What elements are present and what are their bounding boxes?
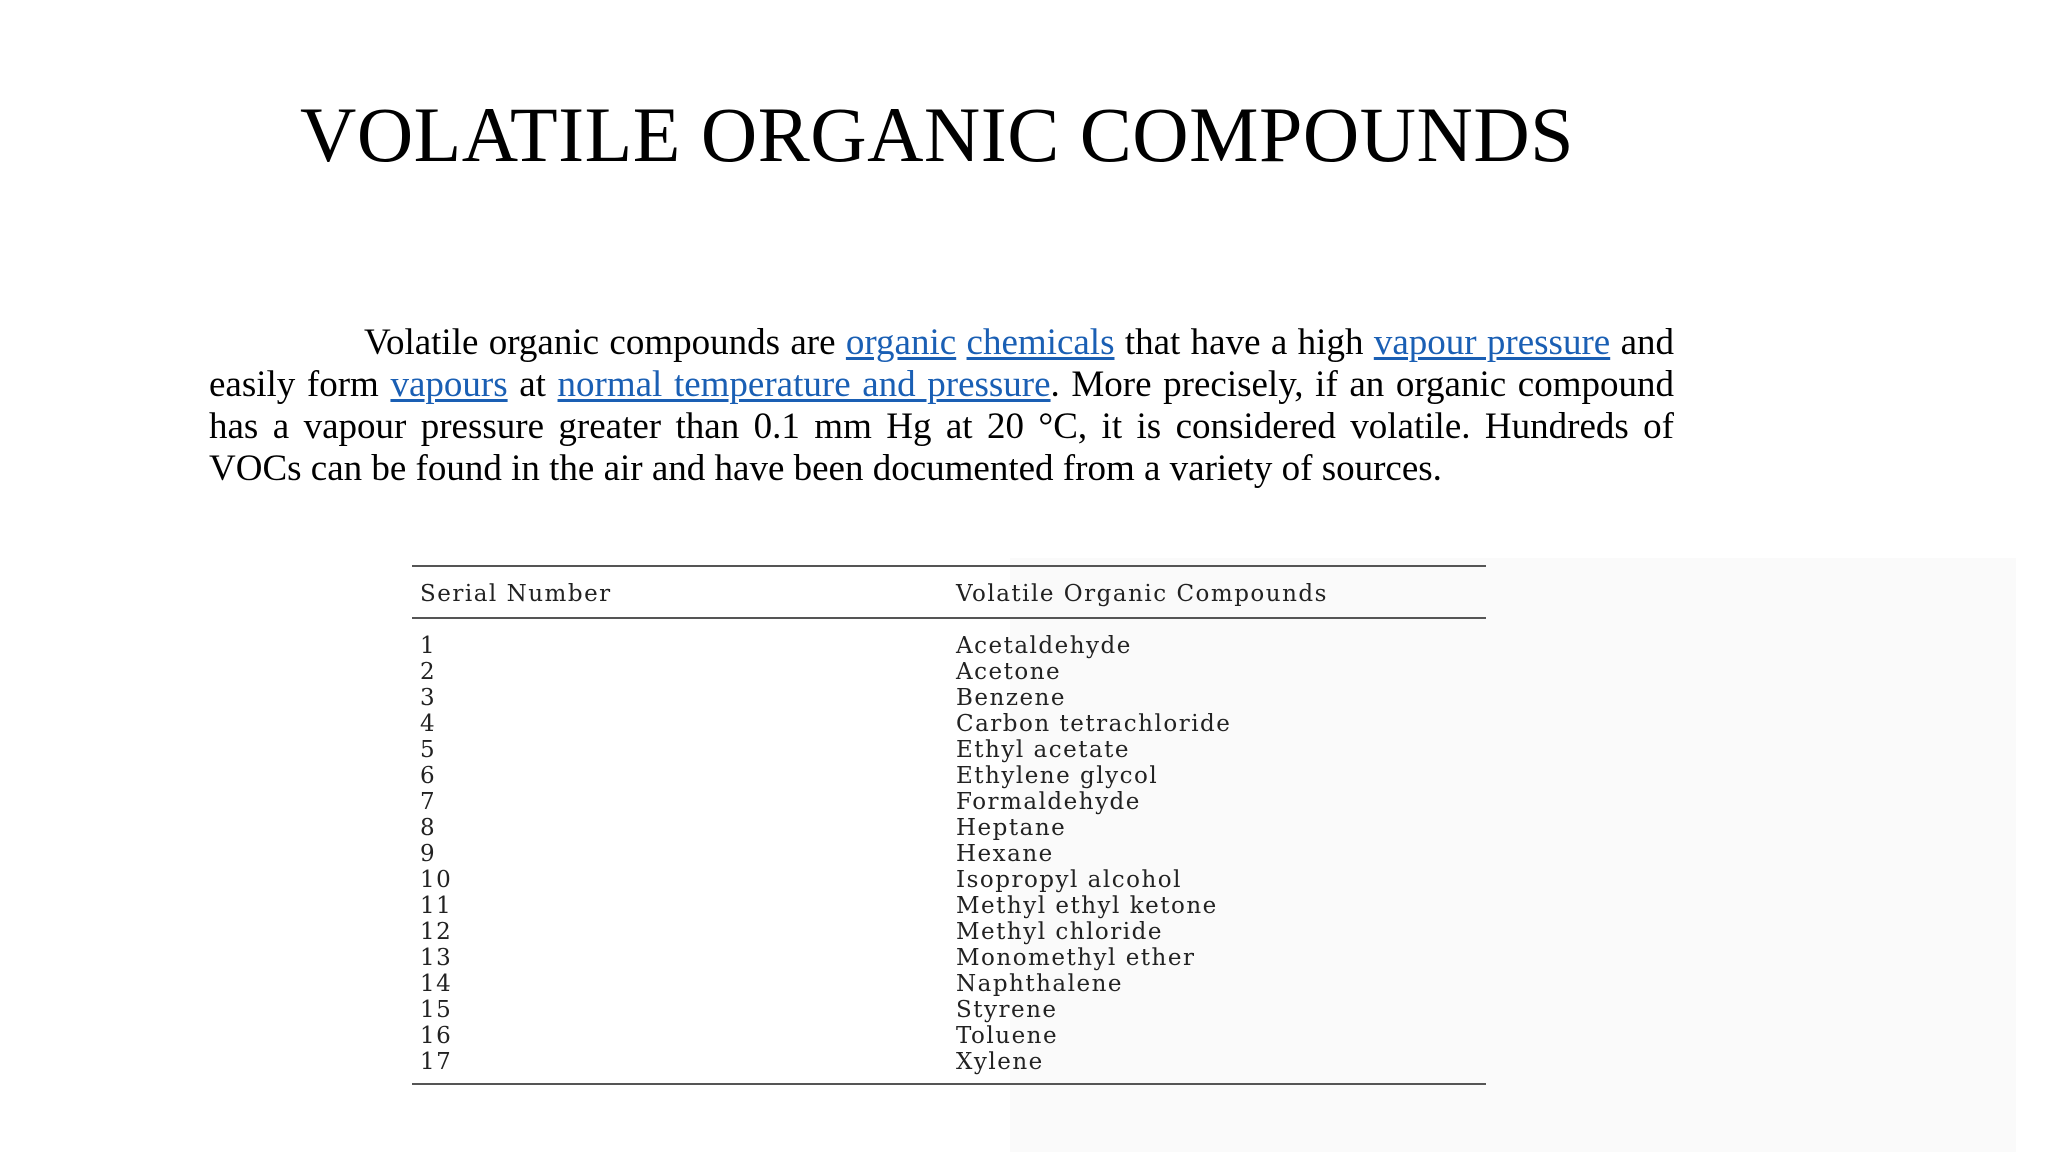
table-row bbox=[412, 763, 1486, 789]
serial-number-cell: 12 bbox=[420, 919, 453, 945]
table-row bbox=[412, 841, 1486, 867]
table-row bbox=[412, 1023, 1486, 1049]
serial-number-cell: 11 bbox=[420, 893, 453, 919]
intro-text: . More precisely, if an organic compound has a vapour pressure greater than 0.1 mm Hg at 20 °C, it is considered volatile. Hundreds of VOCs can be found in the air and have been documented from a variety of sources. bbox=[209, 364, 1674, 489]
table-row bbox=[412, 919, 1486, 945]
link-vapours[interactable]: vapours bbox=[390, 364, 508, 405]
table-row bbox=[412, 789, 1486, 815]
link-vapour-pressure[interactable]: vapour pressure bbox=[1373, 322, 1611, 363]
compound-name-cell: Xylene bbox=[948, 1049, 1486, 1084]
serial-number-cell: 15 bbox=[420, 997, 453, 1023]
compound-name-cell: Ethylene glycol bbox=[956, 763, 1159, 789]
compound-name-cell: Styrene bbox=[956, 997, 1058, 1023]
table-row bbox=[412, 618, 1486, 659]
serial-number-cell: 16 bbox=[420, 1023, 453, 1049]
compound-name-cell: Methyl ethyl ketone bbox=[956, 893, 1218, 919]
header-serial-number: Serial Number bbox=[412, 566, 948, 618]
link-chemicals[interactable]: chemicals bbox=[966, 322, 1115, 363]
compound-name-cell: Heptane bbox=[956, 815, 1067, 841]
compound-name-cell: Toluene bbox=[956, 1023, 1059, 1049]
compound-name-cell: Formaldehyde bbox=[956, 789, 1141, 815]
table-row bbox=[412, 815, 1486, 841]
serial-number-cell: 8 bbox=[420, 815, 437, 841]
serial-number-cell: 5 bbox=[420, 737, 437, 763]
compound-name-cell: Isopropyl alcohol bbox=[956, 867, 1182, 893]
intro-text: and easily form bbox=[209, 322, 1674, 405]
intro-paragraph bbox=[209, 322, 1674, 490]
compound-name-cell: Hexane bbox=[956, 841, 1054, 867]
link-organic[interactable]: organic bbox=[845, 322, 957, 363]
serial-number-cell: 9 bbox=[420, 841, 437, 867]
table-row bbox=[412, 685, 1486, 711]
table-header-row bbox=[412, 566, 1486, 618]
intro-text: at bbox=[507, 364, 558, 405]
serial-number-cell: 13 bbox=[420, 945, 453, 971]
intro-text: Volatile organic compounds are bbox=[364, 322, 846, 363]
compound-name-cell: Benzene bbox=[956, 685, 1066, 711]
serial-number-cell: 14 bbox=[420, 971, 453, 997]
compound-name-cell: Naphthalene bbox=[956, 971, 1124, 997]
serial-number-cell: 1 bbox=[420, 633, 437, 659]
serial-number-cell: 2 bbox=[420, 659, 437, 685]
serial-number-cell: 10 bbox=[420, 867, 453, 893]
compound-name-cell: Methyl chloride bbox=[956, 919, 1163, 945]
compound-name-cell: Acetaldehyde bbox=[956, 633, 1132, 659]
compound-name-cell: Monomethyl ether bbox=[956, 945, 1196, 971]
table-row bbox=[412, 659, 1486, 685]
table-row bbox=[412, 1049, 1486, 1084]
intro-text: that have a high bbox=[1114, 322, 1374, 363]
compound-name-cell: Acetone bbox=[956, 659, 1062, 685]
table-row bbox=[412, 893, 1486, 919]
serial-number-cell: 3 bbox=[420, 685, 437, 711]
table-row bbox=[412, 867, 1486, 893]
voc-table bbox=[412, 565, 1486, 1085]
compound-name-cell: Ethyl acetate bbox=[956, 737, 1131, 763]
serial-number-cell: 7 bbox=[420, 789, 437, 815]
header-compound: Volatile Organic Compounds bbox=[948, 566, 1486, 618]
table-row bbox=[412, 711, 1486, 737]
compound-name-cell: Carbon tetrachloride bbox=[956, 711, 1232, 737]
table-row bbox=[412, 737, 1486, 763]
serial-number-cell: 17 bbox=[412, 1049, 948, 1084]
table-row bbox=[412, 971, 1486, 997]
table-row bbox=[412, 997, 1486, 1023]
table-body bbox=[412, 618, 1486, 1084]
table-row bbox=[412, 945, 1486, 971]
slide-title: VOLATILE ORGANIC COMPOUNDS bbox=[300, 91, 1575, 178]
serial-number-cell: 4 bbox=[420, 711, 437, 737]
intro-text bbox=[956, 322, 966, 363]
link-normal-temperature-and-pressure[interactable]: normal temperature and pressure bbox=[557, 364, 1051, 405]
serial-number-cell: 6 bbox=[420, 763, 437, 789]
